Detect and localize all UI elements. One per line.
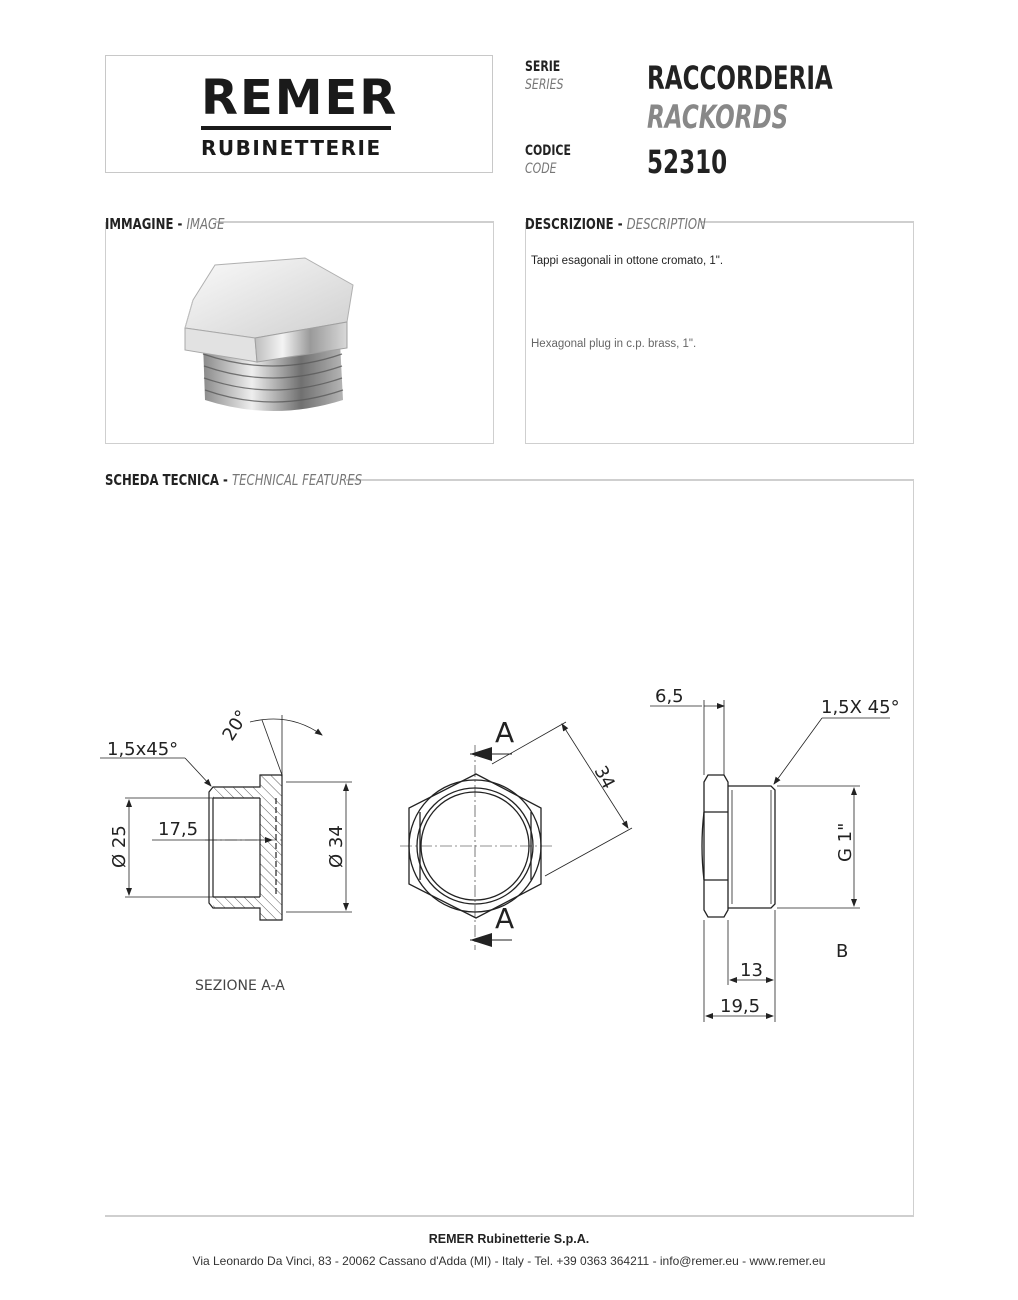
code-value: 52310: [647, 143, 728, 181]
section-mark-bottom: A: [495, 902, 515, 935]
code-label-en: CODE: [525, 161, 557, 177]
footer-company: REMER Rubinetterie S.p.A.: [428, 1232, 590, 1246]
section-mark-top: A: [495, 716, 515, 749]
description-it: Tappi esagonali in ottone cromato, 1".: [531, 255, 724, 267]
series-label-en: SERIES: [525, 77, 564, 93]
dim-chamfer-right: 1,5X 45°: [821, 697, 900, 718]
series-value-en: RACKORDS: [647, 98, 789, 136]
technical-title-en: TECHNICAL FEATURES: [232, 471, 363, 489]
brand-logo: REMER: [201, 70, 399, 126]
description-title-it: DESCRIZIONE -: [525, 215, 623, 233]
dim-hex-size: 34: [589, 762, 619, 793]
brand-subtitle: RUBINETTERIE: [201, 136, 382, 160]
dim-chamfer-left: 1,5x45°: [107, 739, 179, 760]
description-title-en: DESCRIPTION: [626, 215, 706, 233]
technical-title-it: SCHEDA TECNICA -: [105, 471, 228, 489]
dim-thread: G 1": [835, 822, 856, 862]
front-view: [400, 722, 632, 950]
series-value: RACCORDERIA: [647, 59, 833, 97]
section-view: [205, 775, 282, 920]
description-en: Hexagonal plug in c.p. brass, 1".: [531, 338, 697, 350]
dim-angle: 20°: [218, 706, 254, 745]
dim-inner-diameter: Ø 25: [109, 825, 130, 868]
side-view: [702, 775, 775, 917]
code-label: CODICE: [525, 143, 571, 159]
series-label: SERIE: [525, 59, 561, 75]
footer-divider: [105, 1215, 914, 1217]
image-title-en: IMAGE: [186, 215, 225, 233]
dim-thread-length: 13: [740, 960, 763, 981]
image-title-it: IMMAGINE -: [105, 215, 183, 233]
dim-total-length: 19,5: [720, 996, 761, 1017]
view-label-b: B: [836, 941, 849, 962]
footer-address: Via Leonardo Da Vinci, 83 - 20062 Cassano d'Adda (MI) - Italy - Tel. +39 0363 364211 - info@remer.eu - www.remer.eu: [192, 1254, 826, 1268]
dim-head-thickness: 6,5: [655, 686, 684, 707]
dim-outer-diameter: Ø 34: [326, 825, 347, 868]
dim-depth: 17,5: [158, 819, 199, 840]
section-caption: SEZIONE A-A: [195, 978, 285, 994]
